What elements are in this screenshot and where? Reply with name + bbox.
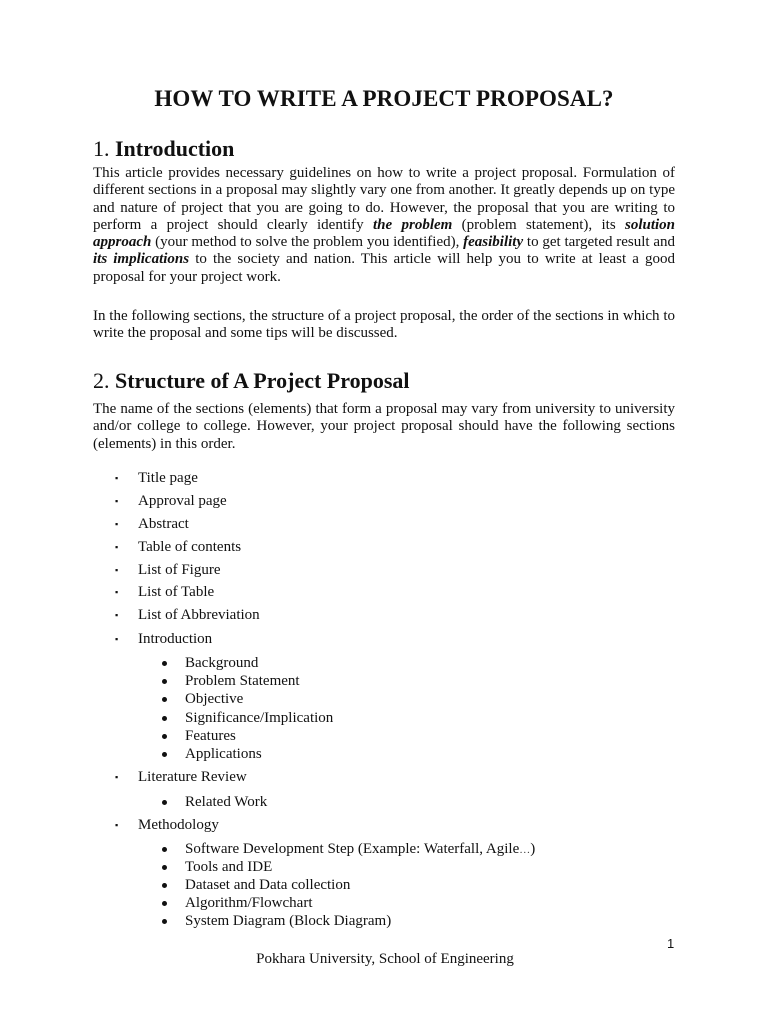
sub-list-item-label: Objective: [185, 691, 244, 707]
dot-bullet: [162, 661, 167, 666]
list-item-label: List of Figure: [138, 562, 221, 578]
square-bullet: ▪: [115, 820, 119, 830]
dot-bullet: [162, 734, 167, 739]
square-bullet: ▪: [115, 496, 119, 506]
structure-paragraph: The name of the sections (elements) that form a proposal may vary from university to university and/or college to college. However, your project proposal should have the following sections (elements) in this order.: [93, 401, 675, 452]
list-item-label: Introduction: [138, 631, 213, 647]
section-number: 2.: [93, 368, 110, 393]
square-bullet: ▪: [115, 610, 119, 620]
square-bullet: ▪: [115, 565, 119, 575]
section-title: Structure of A Project Proposal: [115, 368, 410, 393]
section-title: Introduction: [115, 136, 235, 161]
document-title: HOW TO WRITE A PROJECT PROPOSAL?: [154, 86, 614, 111]
page-footer: Pokhara University, School of Engineering: [256, 951, 514, 967]
list-item-label: Methodology: [138, 817, 219, 833]
list-item-label: Approval page: [138, 493, 227, 509]
emphasis-feasibility: feasibility: [463, 234, 524, 251]
section-heading-structure: [93, 368, 410, 394]
dot-bullet: [162, 883, 167, 888]
dot-bullet: [162, 752, 167, 757]
section-number: 1.: [93, 136, 110, 161]
list-item-label: List of Abbreviation: [138, 607, 260, 623]
dot-bullet: [162, 697, 167, 702]
text-run: Software Development Step (Example: Waterfall, Agile: [185, 841, 520, 857]
sub-list-item-label: Tools and IDE: [185, 859, 273, 875]
ellipsis: …: [519, 844, 531, 856]
dot-bullet: [162, 679, 167, 684]
sub-list-item-label: Dataset and Data collection: [185, 877, 351, 893]
dot-bullet: [162, 901, 167, 906]
list-item-label: Title page: [138, 470, 198, 486]
page-number: 1: [667, 936, 675, 951]
sub-list-item-label: System Diagram (Block Diagram): [185, 913, 392, 929]
emphasis-problem: the problem: [373, 216, 453, 233]
square-bullet: ▪: [115, 519, 119, 529]
dot-bullet: [162, 716, 167, 721]
emphasis-implications: its implications: [93, 251, 190, 268]
text-run: to the society and nation. This article will help you to write at least a good proposal for your project work.: [93, 251, 675, 285]
text-run: (problem statement), its: [452, 216, 625, 233]
sub-list-item-label: Algorithm/Flowchart: [185, 895, 313, 911]
sub-list-item-label: Related Work: [185, 794, 268, 810]
square-bullet: ▪: [115, 587, 119, 597]
dot-bullet: [162, 800, 167, 805]
square-bullet: ▪: [115, 473, 119, 483]
sub-list-item-label: Features: [185, 728, 236, 744]
list-item-label: Table of contents: [138, 539, 242, 555]
sub-list-item-label: Background: [185, 655, 259, 671]
sub-list-item-label: [185, 841, 535, 858]
text-run: to get targeted result and: [523, 234, 675, 251]
list-item-label: Abstract: [138, 516, 189, 532]
intro-paragraph-1: [93, 165, 675, 286]
dot-bullet: [162, 919, 167, 924]
square-bullet: ▪: [115, 772, 119, 782]
list-item-label: Literature Review: [138, 769, 247, 785]
list-item-label: List of Table: [138, 584, 215, 600]
square-bullet: ▪: [115, 542, 119, 552]
sub-list-item-label: Problem Statement: [185, 673, 300, 689]
dot-bullet: [162, 847, 167, 852]
square-bullet: ▪: [115, 634, 119, 644]
section-heading-introduction: [93, 136, 234, 162]
text-run: (your method to solve the problem you identified),: [151, 234, 464, 251]
emphasis-solution-approach: solution approach: [93, 216, 676, 251]
text-run: ): [530, 841, 536, 857]
sub-list-item-label: Applications: [185, 746, 262, 762]
sub-list-item-label: Significance/Implication: [185, 710, 334, 726]
dot-bullet: [162, 865, 167, 870]
intro-paragraph-2: In the following sections, the structure of a project proposal, the order of the sections in which to write the proposal and some tips will be discussed.: [93, 308, 675, 342]
text-run: This article provides necessary guidelines on how to write a project proposal. Formulation of different sections in a proposal may slightly vary one from another. It greatly depends up on type and nature of project that you are going to do. However, the proposal that you are writing to perform a project should clearly identify: [93, 165, 675, 233]
